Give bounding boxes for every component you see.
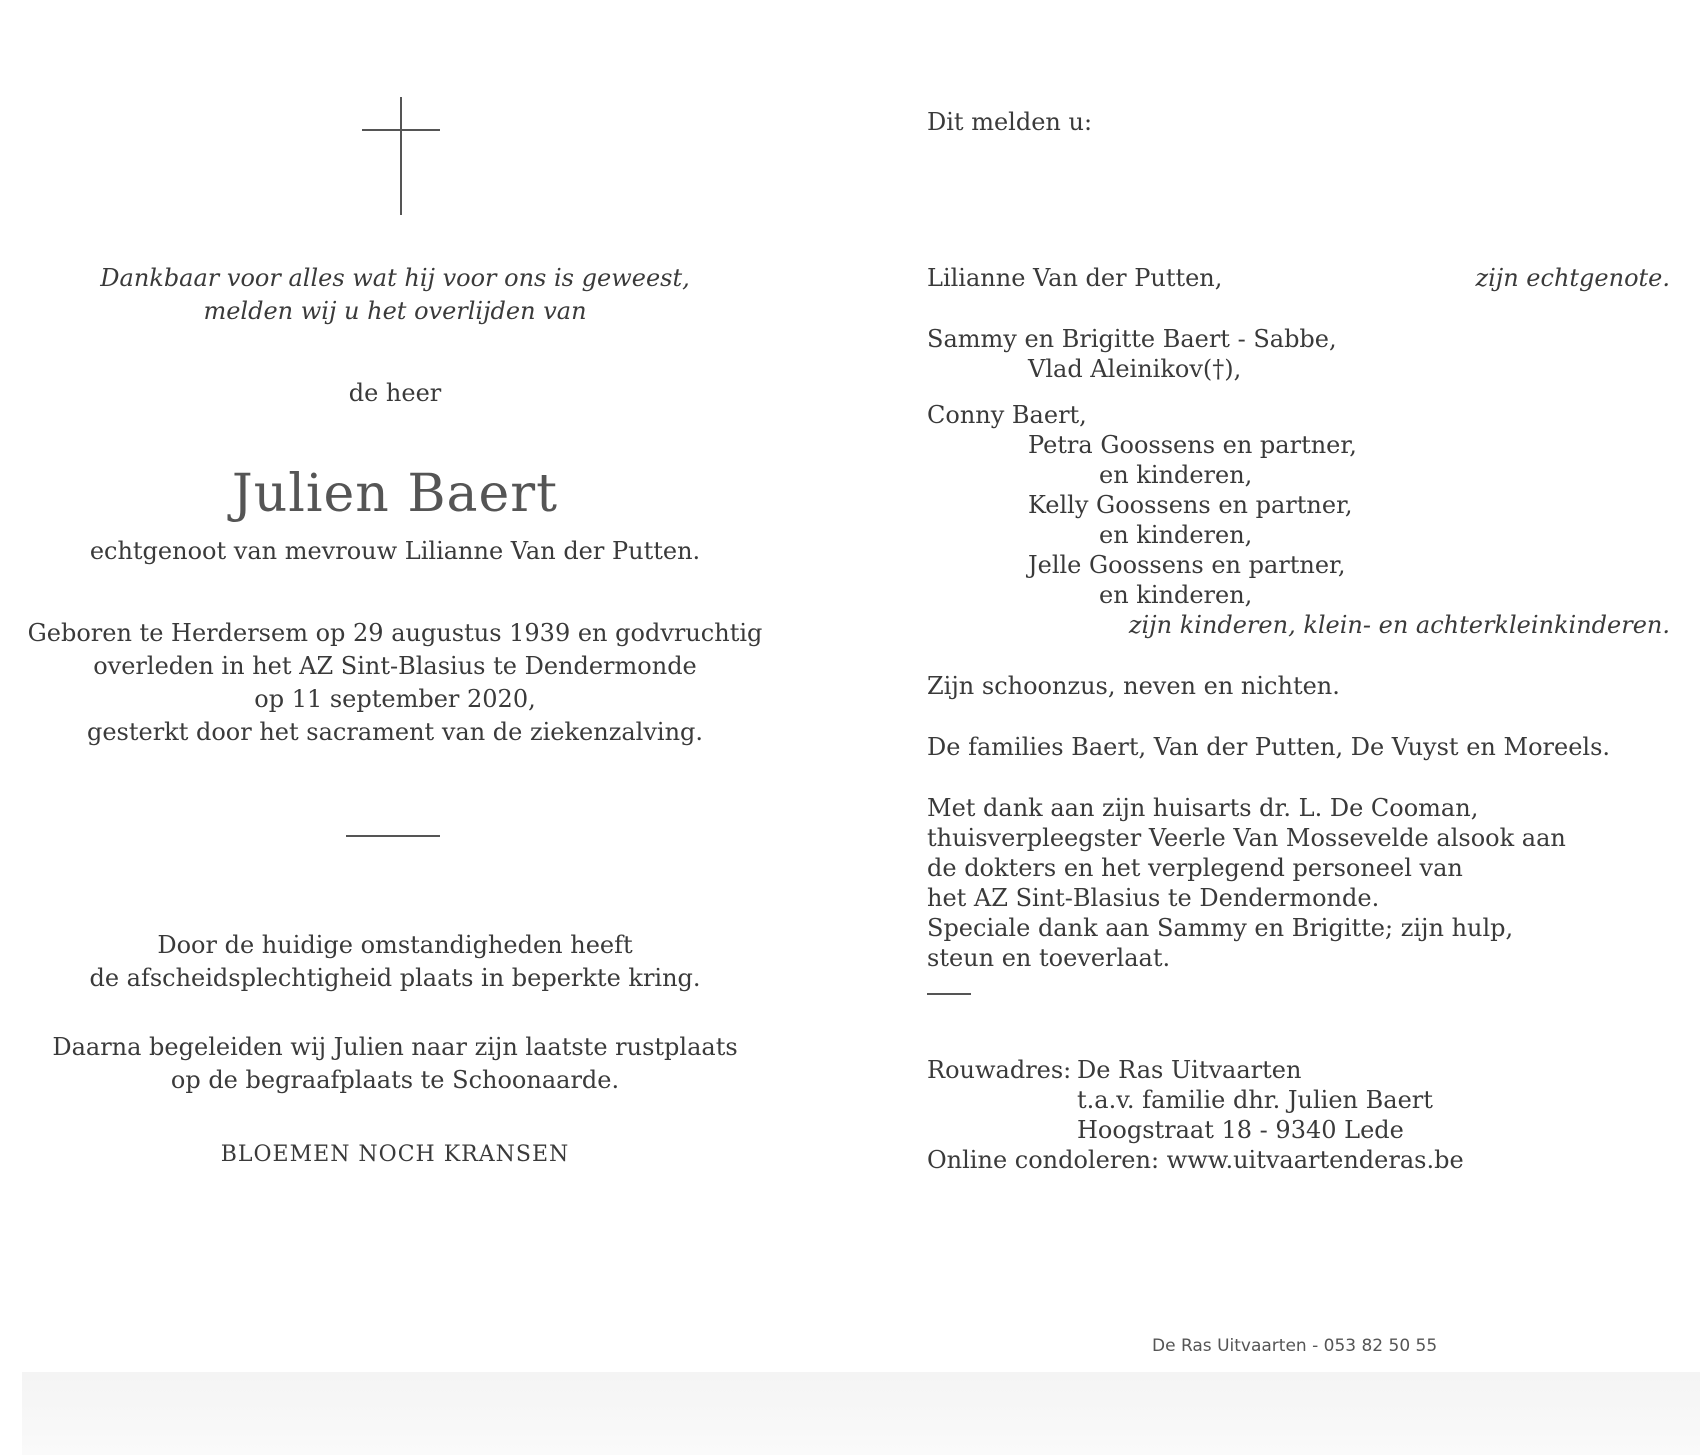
family-line: en kinderen,	[1099, 521, 1253, 549]
footer-credit: De Ras Uitvaarten - 053 82 50 55	[1152, 1336, 1438, 1356]
family-line: Conny Baert,	[927, 401, 1087, 429]
spouse-name: Lilianne Van der Putten,	[927, 264, 1223, 292]
inlaws-line: Zijn schoonzus, neven en nichten.	[927, 672, 1340, 700]
family-line: Petra Goossens en partner,	[1028, 431, 1357, 459]
ceremony-line-1: Door de huidige omstandigheden heeft	[157, 931, 633, 959]
family-line: Sammy en Brigitte Baert - Sabbe,	[927, 325, 1337, 353]
family-line: en kinderen,	[1099, 461, 1253, 489]
thanks-line: thuisverpleegster Veerle Van Mossevelde alsook aan	[927, 824, 1566, 852]
born-line-2: overleden in het AZ Sint-Blasius te Dendermonde	[93, 652, 697, 680]
cross-vertical-bar	[400, 97, 402, 215]
family-line: Jelle Goossens en partner,	[1028, 551, 1346, 579]
left-divider	[346, 835, 440, 837]
announce-header: Dit melden u:	[927, 108, 1093, 136]
address-line-1: De Ras Uitvaarten	[1077, 1056, 1302, 1084]
burial-line-1: Daarna begeleiden wij Julien naar zijn laatste rustplaats	[52, 1033, 738, 1061]
scan-edge	[22, 1372, 1700, 1455]
right-divider	[927, 993, 971, 995]
spouse-line: echtgenoot van mevrouw Lilianne Van der Putten.	[89, 537, 701, 565]
ceremony-line-2: de afscheidsplechtigheid plaats in beperkte kring.	[89, 964, 701, 992]
spouse-role: zijn echtgenote.	[1475, 264, 1670, 292]
address-line-2: t.a.v. familie dhr. Julien Baert	[1077, 1086, 1433, 1114]
thanks-line: Speciale dank aan Sammy en Brigitte; zijn hulp,	[927, 914, 1514, 942]
born-line-3: op 11 september 2020,	[254, 685, 536, 713]
title: de heer	[348, 379, 442, 407]
address-label: Rouwadres:	[927, 1056, 1072, 1084]
thanks-line: het AZ Sint-Blasius te Dendermonde.	[927, 884, 1380, 912]
families-line: De families Baert, Van der Putten, De Vuyst en Moreels.	[927, 733, 1611, 761]
online-condolence: Online condoleren: www.uitvaartenderas.be	[927, 1146, 1464, 1174]
burial-line-2: op de begraafplaats te Schoonaarde.	[170, 1066, 620, 1094]
thanks-line: steun en toeverlaat.	[927, 944, 1171, 972]
born-line-1: Geboren te Herdersem op 29 augustus 1939 en godvruchtig	[27, 619, 763, 647]
address-line-3: Hoogstraat 18 - 9340 Lede	[1077, 1116, 1404, 1144]
family-line: en kinderen,	[1099, 581, 1253, 609]
deceased-name: Julien Baert	[231, 464, 559, 524]
family-line: Vlad Aleinikov(†),	[1028, 355, 1242, 383]
flowers-notice: BLOEMEN NOCH KRANSEN	[220, 1142, 570, 1167]
cross-horizontal-bar	[362, 129, 440, 131]
family-line: Kelly Goossens en partner,	[1028, 491, 1353, 519]
thanks-line: de dokters en het verplegend personeel van	[927, 854, 1463, 882]
intro-line-1: Dankbaar voor alles wat hij voor ons is geweest,	[100, 264, 690, 292]
born-line-4: gesterkt door het sacrament van de ziekenzalving.	[86, 718, 704, 746]
intro-line-2: melden wij u het overlijden van	[203, 297, 587, 325]
thanks-line: Met dank aan zijn huisarts dr. L. De Cooman,	[927, 794, 1479, 822]
children-role: zijn kinderen, klein- en achterkleinkinderen.	[1128, 611, 1670, 639]
